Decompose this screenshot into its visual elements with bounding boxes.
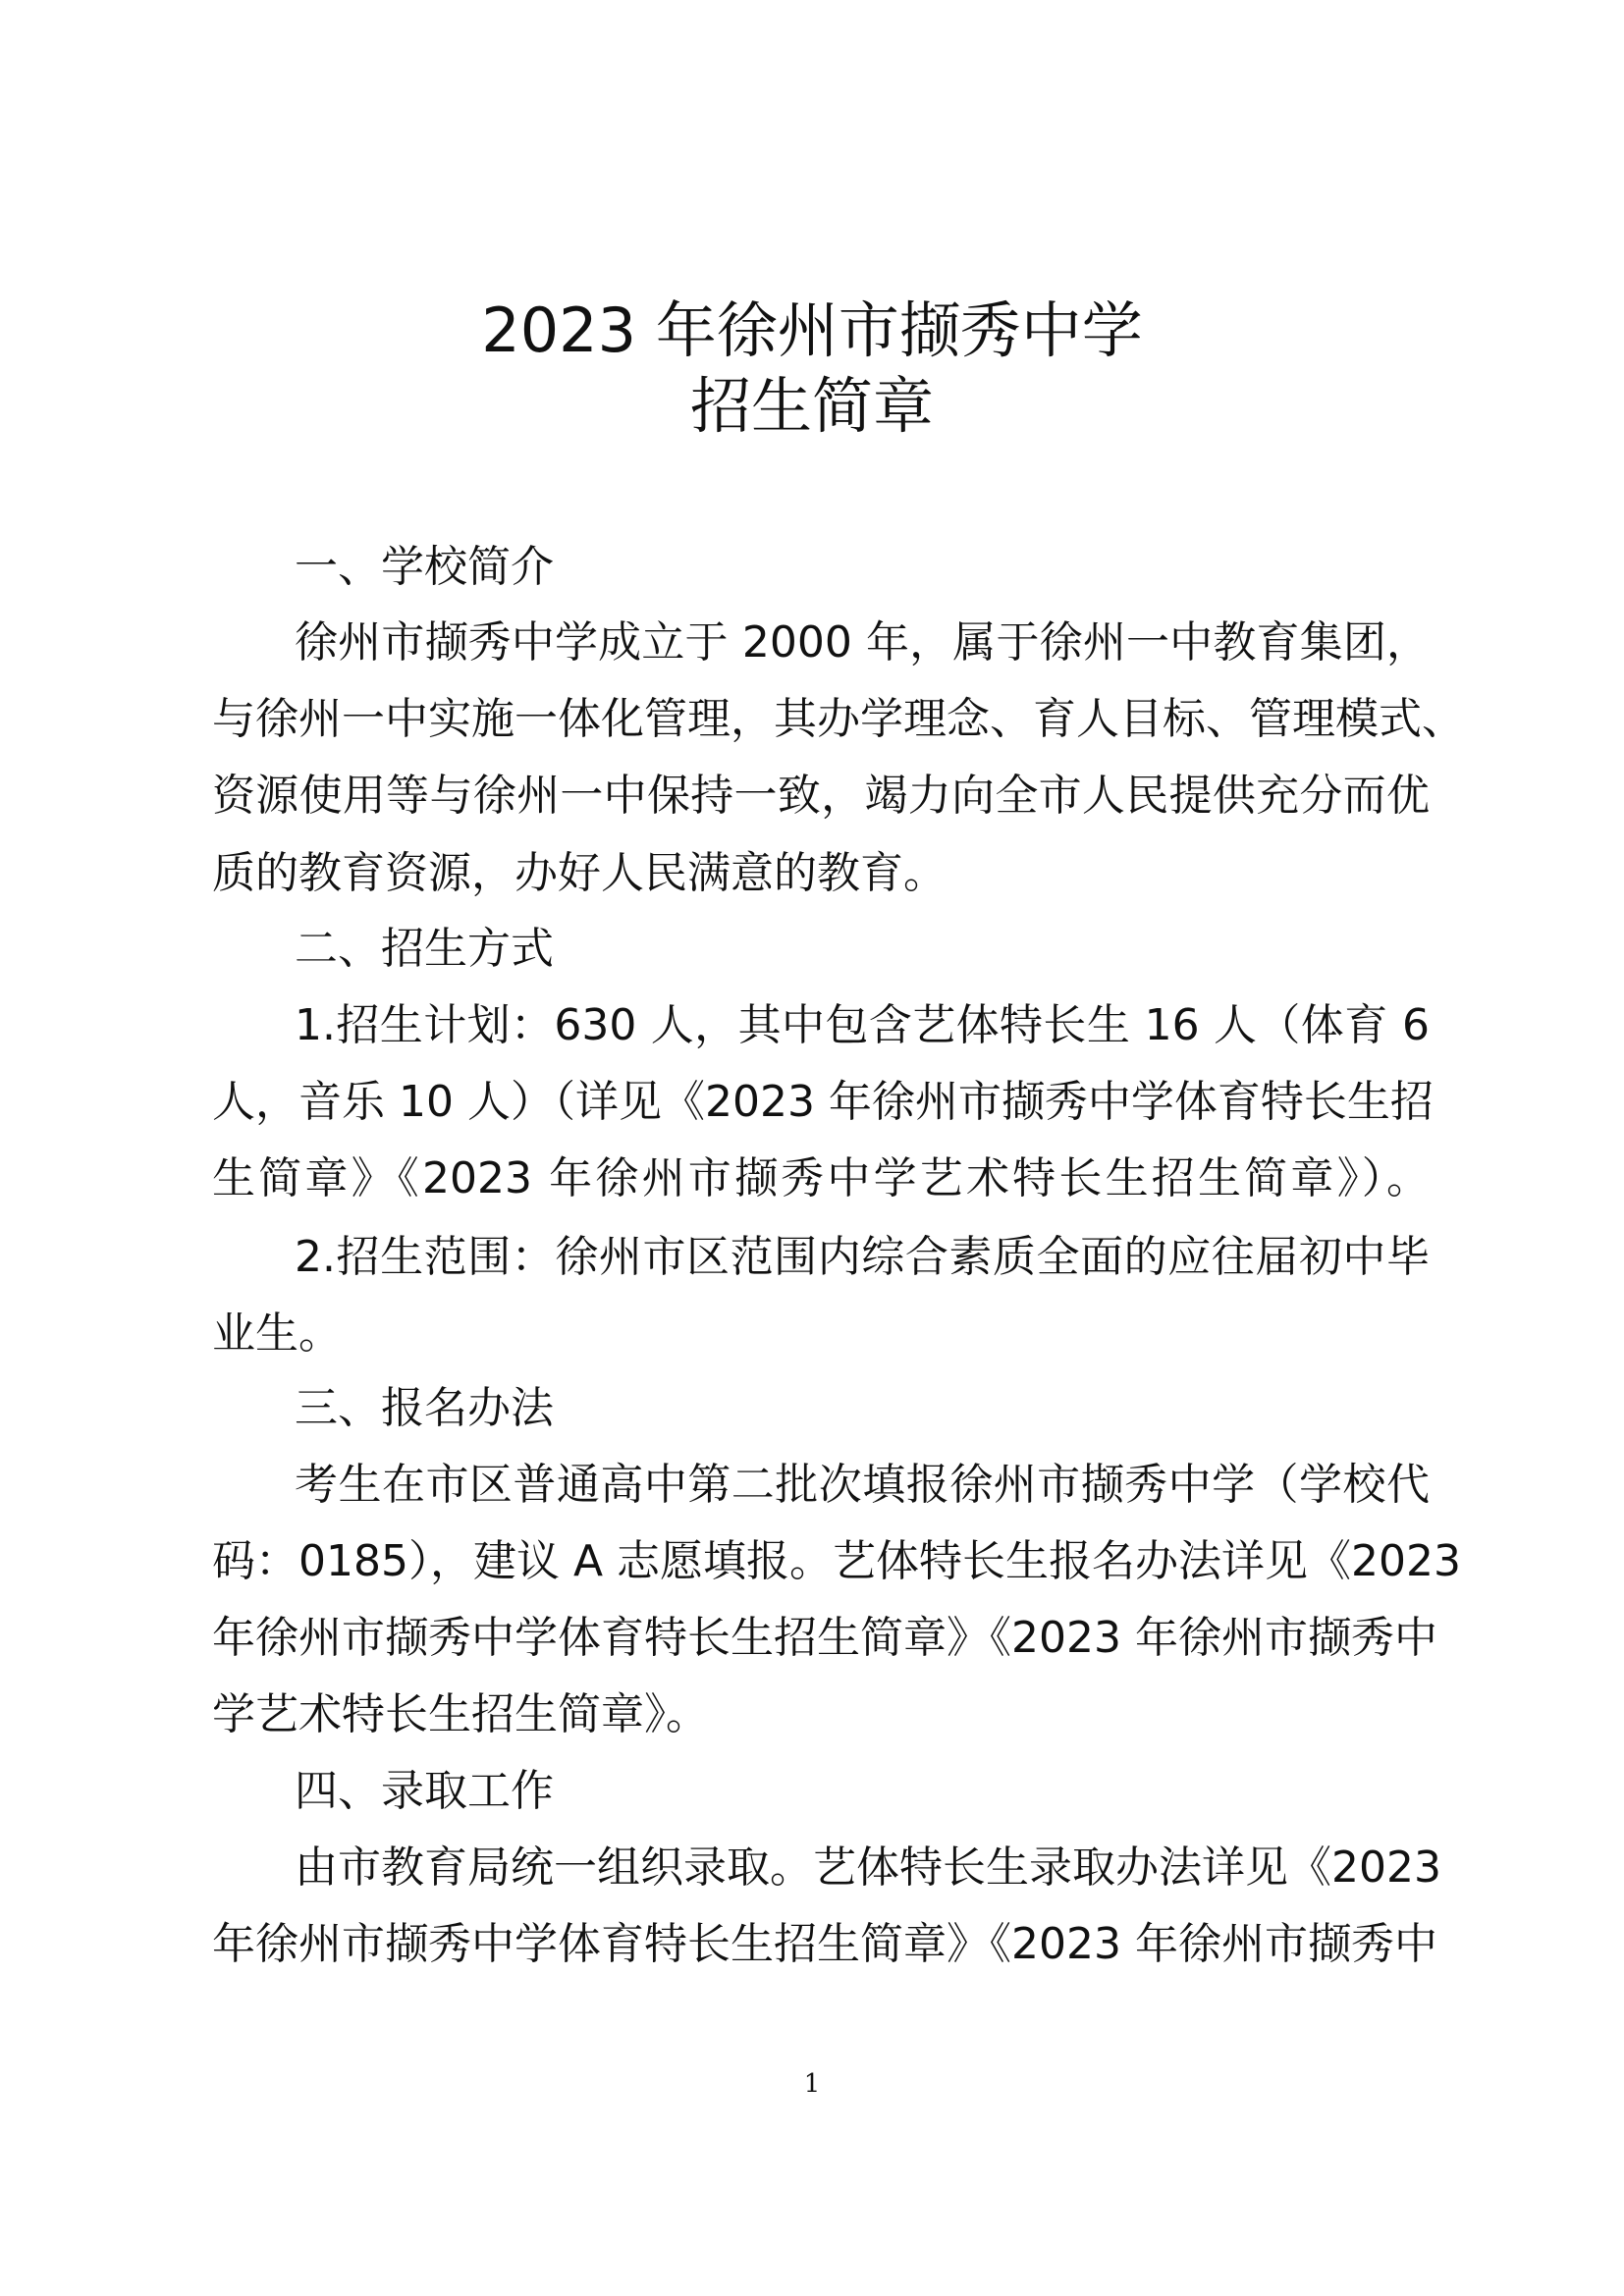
section-heading-enrollment-method: 二、招生方式 (295, 924, 554, 974)
paragraph-line: 徐州市撷秀中学成立于 2000 年，属于徐州一中教育集团， (295, 617, 1430, 667)
paragraph-line: 业生。 (212, 1308, 342, 1359)
paragraph-line: 年徐州市撷秀中学体育特长生招生简章》《2023 年徐州市撷秀中 (212, 1613, 1437, 1663)
page-number: 1 (803, 2069, 821, 2099)
section-heading-admission: 四、录取工作 (295, 1766, 554, 1816)
paragraph-line: 2.招生范围：徐州市区范围内综合素质全面的应往届初中毕 (295, 1232, 1430, 1282)
paragraph-line: 码：0185），建议 A 志愿填报。艺体特长生报名办法详见《2023 (212, 1536, 1462, 1586)
paragraph-line: 1.招生计划：630 人，其中包含艺体特长生 16 人（体育 6 (295, 1000, 1430, 1050)
paragraph-line: 生简章》《2023 年徐州市撷秀中学艺术特长生招生简章》）。 (212, 1153, 1430, 1203)
section-heading-school-intro: 一、学校简介 (295, 542, 554, 592)
paragraph-line: 年徐州市撷秀中学体育特长生招生简章》《2023 年徐州市撷秀中 (212, 1919, 1437, 1969)
paragraph-line: 考生在市区普通高中第二批次填报徐州市撷秀中学（学校代 (295, 1460, 1430, 1510)
paragraph-line: 与徐州一中实施一体化管理，其办学理念、育人目标、管理模式、 (212, 694, 1465, 744)
paragraph-line: 由市教育局统一组织录取。艺体特长生录取办法详见《2023 (295, 1842, 1441, 1893)
paragraph-line: 人，音乐 10 人）（详见《2023 年徐州市撷秀中学体育特长生招 (212, 1077, 1434, 1127)
document-title: 2023 年徐州市撷秀中学 (481, 294, 1143, 366)
section-heading-registration: 三、报名办法 (295, 1383, 554, 1433)
paragraph-line: 学艺术特长生招生简章》。 (212, 1689, 709, 1739)
paragraph-line: 质的教育资源，办好人民满意的教育。 (212, 848, 947, 898)
paragraph-line: 资源使用等与徐州一中保持一致，竭力向全市人民提供充分而优 (212, 771, 1430, 821)
document-subtitle: 招生简章 (689, 370, 934, 442)
